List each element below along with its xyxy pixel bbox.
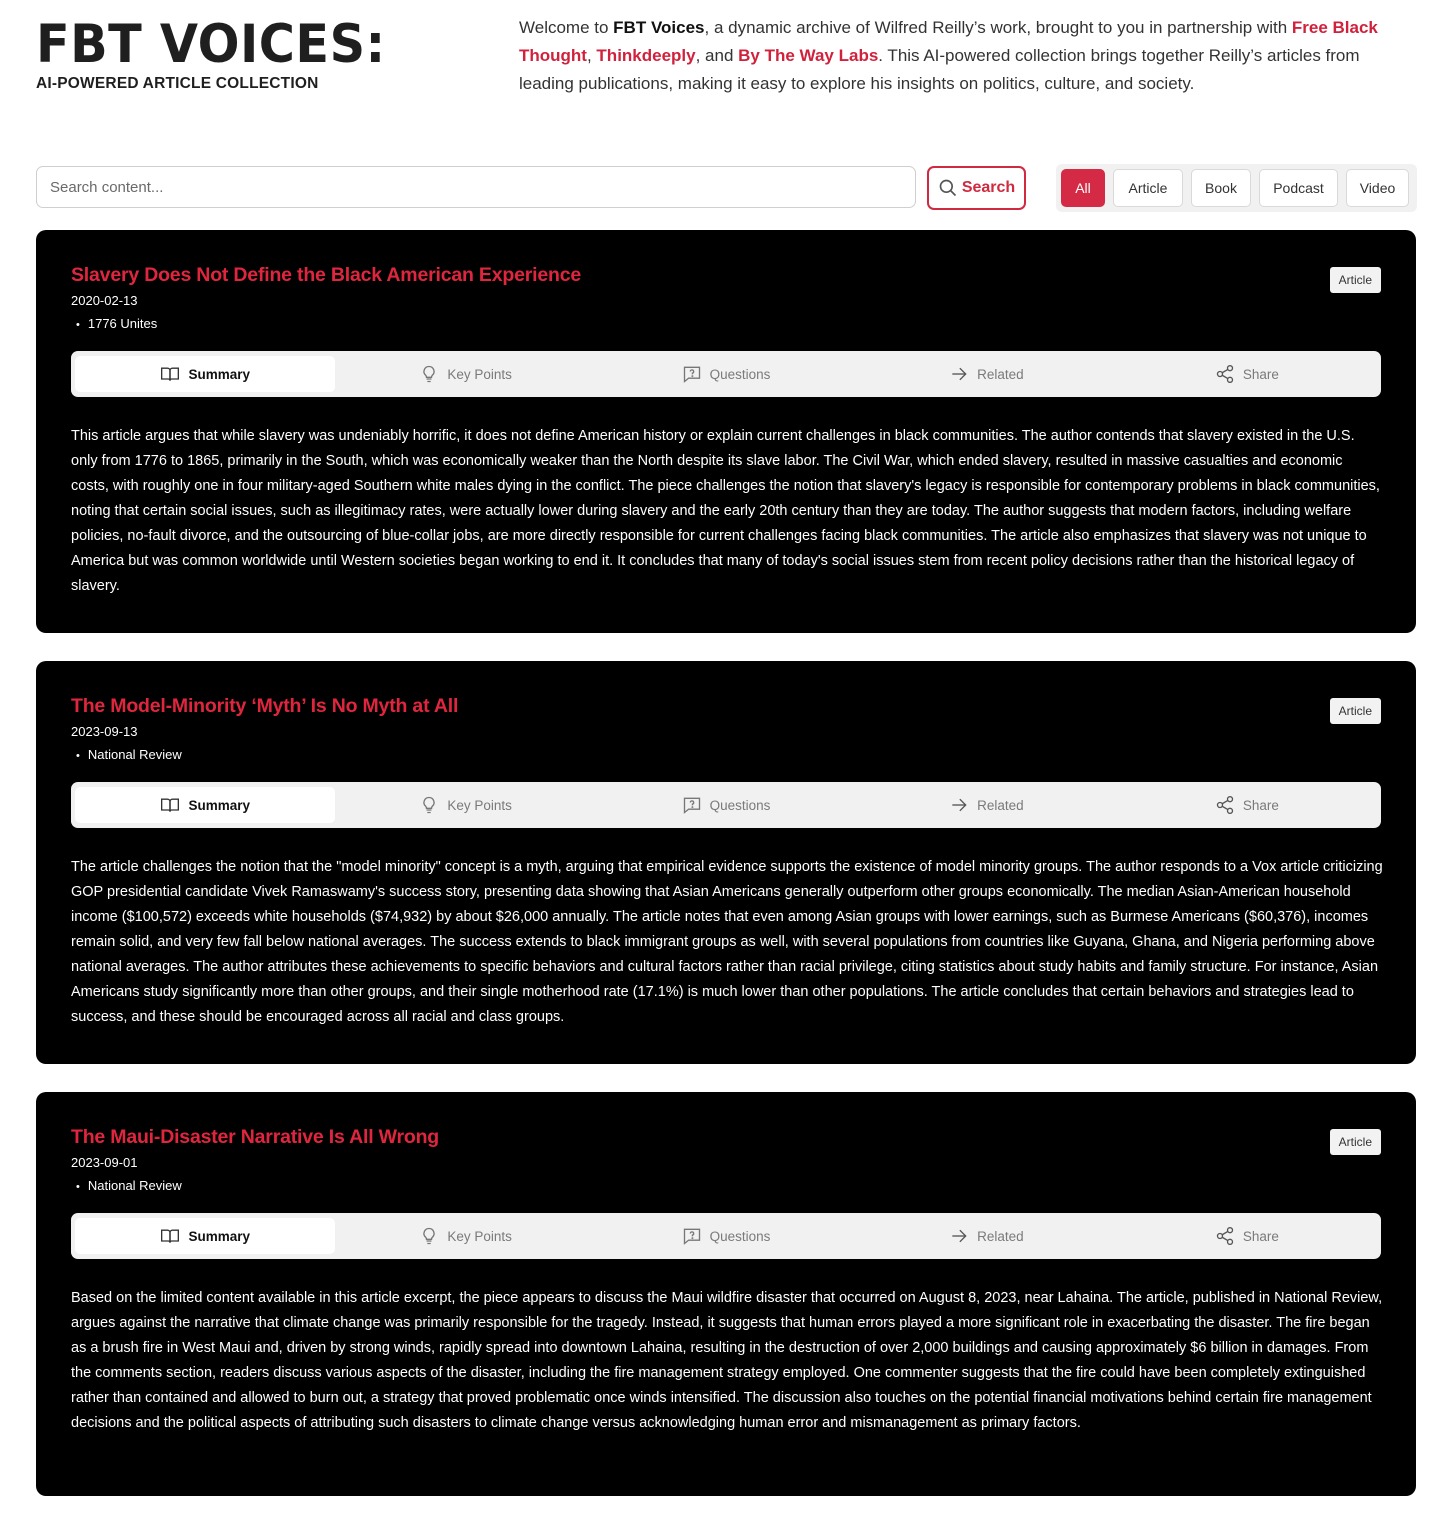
- intro-part: Welcome to: [519, 18, 614, 37]
- tab-summary[interactable]: [75, 787, 335, 823]
- filter-article[interactable]: Article: [1113, 169, 1183, 207]
- arrow-right-icon: [949, 364, 969, 384]
- tab-share[interactable]: [1117, 1218, 1377, 1254]
- card-title[interactable]: The Model-Minority ‘Myth’ Is No Myth at All: [71, 695, 459, 717]
- search-toolbar: [36, 166, 1418, 212]
- book-open-icon: [160, 1226, 180, 1246]
- article-card: [36, 1092, 1416, 1496]
- intro-text: [519, 14, 1419, 98]
- tab-label: Share: [1242, 797, 1279, 813]
- tab-summary[interactable]: [75, 356, 335, 392]
- filter-video[interactable]: Video: [1346, 169, 1409, 207]
- tab-share[interactable]: [1117, 787, 1377, 823]
- search-button-label: Search: [961, 179, 1016, 196]
- tab-label: Summary: [188, 797, 250, 813]
- card-summary: This article argues that while slavery was undeniably horrific, it does not define American history or explain current challenges in black communities. The author contends that slavery existed in the U.S. only from 1776 to 1865, primarily in the South, which was economically weaker than the North despite its slave labor. The Civil War, which ended slavery, resulted in massive casualties and economic costs, with roughly one in four military-aged Southern white males dying in the conflict. The piece challenges the notion that slavery's legacy is responsible for contemporary problems in black communities, noting that certain social issues, such as illegitimacy rates, were actually lower during slavery and the early 20th century than they are today. The author suggests that modern factors, including welfare policies, no-fault divorce, and the outsourcing of blue-collar jobs, are more directly responsible for current challenges facing black communities. The article also emphasizes that slavery was not unique to America but was common worldwide until Western societies began working to end it. It concludes that many of today's social issues stem from recent policy decisions rather than the historical legacy of slavery.: [71, 428, 1380, 594]
- card-date: 2020-02-13: [71, 293, 138, 308]
- card-source: • National Review: [76, 747, 182, 762]
- tab-label: Share: [1242, 366, 1279, 382]
- tab-share[interactable]: [1117, 356, 1377, 392]
- book-open-icon: [160, 364, 180, 384]
- card-date: 2023-09-13: [71, 724, 138, 739]
- tab-label: Share: [1242, 1228, 1279, 1244]
- tab-questions[interactable]: [596, 787, 856, 823]
- lightbulb-icon: [419, 364, 439, 384]
- intro-part: . This AI-powered collection brings together Reilly’s articles from leading publications, making it easy to explore his insights on politics, culture, and society.: [519, 46, 1360, 93]
- card-source: • 1776 Unites: [76, 316, 157, 331]
- site-subtitle: AI-POWERED ARTICLE COLLECTION: [36, 75, 319, 92]
- type-badge: Article: [1330, 698, 1381, 724]
- header: [36, 14, 1426, 114]
- card-tabs: [71, 782, 1381, 828]
- tab-label: Related: [977, 1228, 1024, 1244]
- card-summary: The article challenges the notion that the "model minority" concept is a myth, arguing that empirical evidence supports the existence of model minority groups. The author responds to a Vox article criticizing GOP presidential candidate Vivek Ramaswamy's success story, presenting data showing that Asian Americans generally outperform other groups economically. The median Asian-American household income ($100,572) exceeds white households ($74,932) by about $26,000 annually. The article notes that even among Asian groups with lower earnings, such as Burmese Americans ($60,376), incomes remain solid, and very few fall below national averages. The success extends to black immigrant groups as well, with several populations from countries like Guyana, Ghana, and Nigeria performing above national averages. The author attributes these achievements to specific behaviors and cultural factors rather than racial privilege, citing statistics about study habits and family structure. For instance, Asian Americans study significantly more than other groups, and their single motherhood rate (17.1%) is much lower than other populations. The article concludes that certain behaviors and strategies lead to success, and these should be encouraged across all racial and class groups.: [71, 859, 1383, 1025]
- article-card: [36, 230, 1416, 633]
- book-open-icon: [160, 795, 180, 815]
- free-black-thought-link[interactable]: Free Black Thought: [519, 18, 1378, 65]
- filter-all[interactable]: All: [1061, 169, 1105, 207]
- type-filter-group: [1056, 164, 1417, 212]
- tab-questions[interactable]: [596, 356, 856, 392]
- tab-label: Key Points: [447, 366, 512, 382]
- tab-related[interactable]: [856, 787, 1116, 823]
- tab-key-points[interactable]: [335, 356, 595, 392]
- card-summary: Based on the limited content available in this article excerpt, the piece appears to discuss the Maui wildfire disaster that occurred on August 8, 2023, near Lahaina. The article, published in National Review, argues against the narrative that climate change was primarily responsible for the tragedy. Instead, it suggests that human errors played a more significant role in exacerbating the disaster. The fire began as a brush fire in West Maui and, driven by strong winds, rapidly spread into downtown Lahaina, resulting in the destruction of over 2,000 buildings and causing approximately $6 billion in damages. From the comments section, readers discuss various aspects of the disaster, including the fire management strategy employed. One commenter suggests that the fire could have been completely extinguished rather than contained and allowed to burn out, a strategy that proved problematic once winds intensified. The discussion also touches on the potential financial motivations behind certain fire management decisions and the political aspects of attributing such disasters to climate change versus acknowledging human error and mismanagement as primary factors.: [71, 1290, 1383, 1431]
- tab-label: Related: [977, 797, 1024, 813]
- article-card: [36, 661, 1416, 1064]
- tab-key-points[interactable]: [335, 787, 595, 823]
- tab-key-points[interactable]: [335, 1218, 595, 1254]
- search-icon: [938, 178, 958, 198]
- lightbulb-icon: [419, 795, 439, 815]
- tab-label: Questions: [709, 366, 771, 382]
- filter-podcast[interactable]: Podcast: [1259, 169, 1338, 207]
- type-badge: Article: [1330, 267, 1381, 293]
- intro-part: , and: [695, 46, 739, 65]
- tab-related[interactable]: [856, 1218, 1116, 1254]
- question-message-icon: [682, 364, 702, 384]
- tab-label: Key Points: [447, 1228, 512, 1244]
- card-title[interactable]: Slavery Does Not Define the Black American Experience: [71, 264, 581, 286]
- tab-label: Summary: [188, 1228, 250, 1244]
- tab-label: Related: [977, 366, 1024, 382]
- intro-part: , a dynamic archive of Wilfred Reilly’s work, brought to you in partnership with: [704, 18, 1292, 37]
- search-input[interactable]: [36, 166, 916, 208]
- by-the-way-labs-link[interactable]: By The Way Labs: [738, 46, 879, 65]
- card-source: • National Review: [76, 1178, 182, 1193]
- share-icon: [1215, 1226, 1235, 1246]
- tab-questions[interactable]: [596, 1218, 856, 1254]
- arrow-right-icon: [949, 1226, 969, 1246]
- share-icon: [1215, 795, 1235, 815]
- intro-part: ,: [586, 46, 597, 65]
- tab-related[interactable]: [856, 356, 1116, 392]
- card-tabs: [71, 1213, 1381, 1259]
- tab-summary[interactable]: [75, 1218, 335, 1254]
- lightbulb-icon: [419, 1226, 439, 1246]
- thinkdeeply-link[interactable]: Thinkdeeply: [596, 46, 696, 65]
- tab-label: Questions: [709, 1228, 771, 1244]
- question-message-icon: [682, 1226, 702, 1246]
- share-icon: [1215, 364, 1235, 384]
- site-title: FBT VOICES:: [36, 14, 386, 75]
- search-button[interactable]: [927, 166, 1026, 210]
- tab-label: Questions: [709, 797, 771, 813]
- type-badge: Article: [1330, 1129, 1381, 1155]
- arrow-right-icon: [949, 795, 969, 815]
- filter-book[interactable]: Book: [1191, 169, 1251, 207]
- card-tabs: [71, 351, 1381, 397]
- tab-label: Key Points: [447, 797, 512, 813]
- question-message-icon: [682, 795, 702, 815]
- card-date: 2023-09-01: [71, 1155, 138, 1170]
- tab-label: Summary: [188, 366, 250, 382]
- card-title[interactable]: The Maui-Disaster Narrative Is All Wrong: [71, 1126, 440, 1148]
- intro-brand: FBT Voices: [613, 18, 705, 37]
